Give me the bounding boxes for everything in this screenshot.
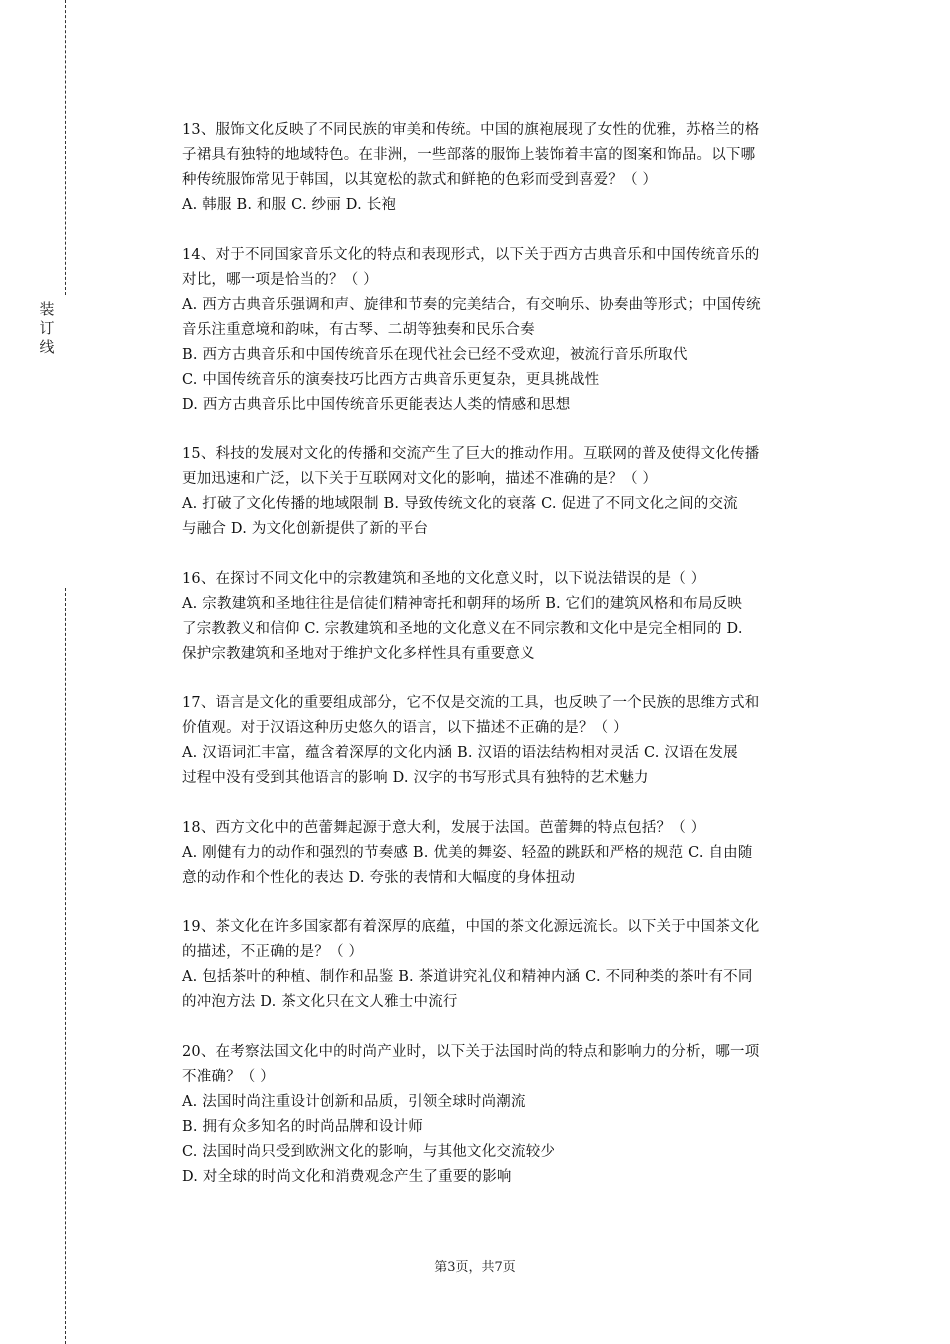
question-text-line: 意的动作和个性化的表达 D. 夸张的表情和大幅度的身体扭动 [182,869,576,886]
question-text-line: 16、在探讨不同文化中的宗教建筑和圣地的文化意义时，以下说法错误的是（ ） [182,570,706,587]
binding-char-1: 装 [39,300,55,318]
question-text-line: 的描述，不正确的是？（ ） [182,944,364,960]
question-text-line: A. 打破了文化传播的地域限制 B. 导致传统文化的衰落 C. 促进了不同文化之间的交流 [182,496,738,512]
question-text-line: B. 西方古典音乐和中国传统音乐在现代社会已经不受欢迎，被流行音乐所取代 [182,346,688,363]
binding-dashed-line-bottom [65,588,66,1344]
binding-char-2: 订 [39,319,55,337]
binding-line-label [37,300,57,357]
question-text-line: 18、西方文化中的芭蕾舞起源于意大利，发展于法国。芭蕾舞的特点包括？（ ） [182,819,706,836]
question-text-line: A. 西方古典音乐强调和声、旋律和节奏的完美结合，有交响乐、协奏曲等形式；中国传统 [182,296,761,313]
question-text-line: 过程中没有受到其他语言的影响 D. 汉字的书写形式具有独特的艺术魅力 [182,770,649,786]
question-text-line: A. 刚健有力的动作和强烈的节奏感 B. 优美的舞姿、轻盈的跳跃和严格的规范 C. 自由随 [182,844,753,861]
binding-dashed-line-top [65,0,66,295]
question-text-line: C. 中国传统音乐的演奏技巧比西方古典音乐更复杂，更具挑战性 [182,371,600,388]
question-17 [182,691,840,791]
question-text-line: D. 西方古典音乐比中国传统音乐更能表达人类的情感和思想 [182,396,571,413]
question-18 [182,816,840,891]
question-text-line: 保护宗教建筑和圣地对于维护文化多样性具有重要意义 [182,645,535,662]
page-footer: 第3页，共7页 [434,1260,516,1275]
question-text-line: A. 包括茶叶的种植、制作和品鉴 B. 茶道讲究礼仪和精神内涵 C. 不同种类的茶叶有不同 [182,969,753,985]
question-text-line: A. 汉语词汇丰富，蕴含着深厚的文化内涵 B. 汉语的语法结构相对灵活 C. 汉语在发展 [182,745,738,761]
question-text-line: A. 韩服 B. 和服 C. 纱丽 D. 长袍 [182,197,397,213]
question-text-line: 价值观。对于汉语这种历史悠久的语言，以下描述不正确的是？（ ） [182,720,628,736]
question-14 [182,243,840,418]
question-text-line: 对比，哪一项是恰当的？（ ） [182,271,378,288]
question-16 [182,567,840,667]
question-text-line: 种传统服饰常见于韩国，以其宽松的款式和鲜艳的色彩而受到喜爱？（ ） [182,172,658,188]
question-text-line: 14、对于不同国家音乐文化的特点和表现形式，以下关于西方古典音乐和中国传统音乐的 [182,246,760,263]
question-text-line: 了宗教教义和信仰 C. 宗教建筑和圣地的文化意义在不同宗教和文化中是完全相同的 D. [182,620,743,637]
question-text-line: 音乐注重意境和韵味，有古琴、二胡等独奏和民乐合奏 [182,321,535,338]
question-list [182,118,840,1214]
question-text-line: 15、科技的发展对文化的传播和交流产生了巨大的推动作用。互联网的普及使得文化传播 [182,446,760,462]
question-text-line: 19、茶文化在许多国家都有着深厚的底蕴，中国的茶文化源远流长。以下关于中国茶文化 [182,919,760,935]
binding-char-3: 线 [39,338,55,356]
question-text-line: B. 拥有众多知名的时尚品牌和设计师 [182,1118,423,1135]
question-text-line: A. 法国时尚注重设计创新和品质，引领全球时尚潮流 [182,1093,526,1110]
question-20 [182,1040,840,1190]
question-15 [182,442,840,542]
question-text-line: 20、在考察法国文化中的时尚产业时，以下关于法国时尚的特点和影响力的分析，哪一项 [182,1043,760,1060]
question-text-line: 的冲泡方法 D. 茶文化只在文人雅士中流行 [182,994,458,1010]
question-text-line: 与融合 D. 为文化创新提供了新的平台 [182,521,429,537]
question-13 [182,118,840,218]
question-text-line: 子裙具有独特的地域特色。在非洲，一些部落的服饰上装饰着丰富的图案和饰品。以下哪 [182,147,756,163]
question-text-line: D. 对全球的时尚文化和消费观念产生了重要的影响 [182,1168,512,1185]
question-text-line: C. 法国时尚只受到欧洲文化的影响，与其他文化交流较少 [182,1143,556,1160]
question-text-line: 17、语言是文化的重要组成部分，它不仅是交流的工具，也反映了一个民族的思维方式和 [182,695,760,711]
question-19 [182,915,840,1015]
question-text-line: 不准确？（ ） [182,1068,276,1085]
question-text-line: A. 宗教建筑和圣地往往是信徒们精神寄托和朝拜的场所 B. 它们的建筑风格和布局反映 [182,595,743,612]
question-text-line: 更加迅速和广泛，以下关于互联网对文化的影响，描述不准确的是？（ ） [182,471,658,487]
question-text-line: 13、服饰文化反映了不同民族的审美和传统。中国的旗袍展现了女性的优雅，苏格兰的格 [182,122,760,138]
